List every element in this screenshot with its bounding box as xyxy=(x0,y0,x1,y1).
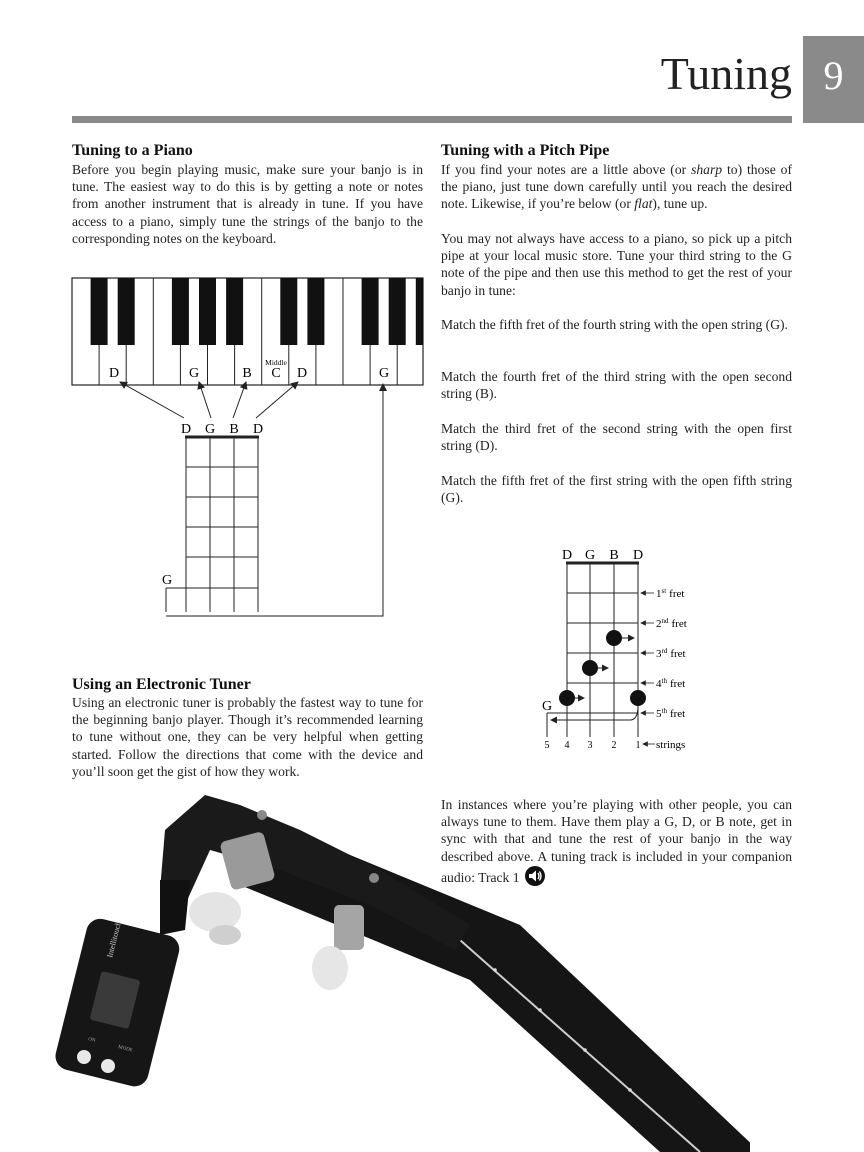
heading-pitch-pipe: Tuning with a Pitch Pipe xyxy=(441,142,610,159)
black-key xyxy=(226,278,243,345)
para-electronic-tuner: Using an electronic tuner is probably the fastest way to tune for the beginning banjo player. Though it’s recommended learning to tune without one, they can be very helpful when getting started. Follow the directions that come with the device and you’ll soon get the gist of how they work. xyxy=(72,695,423,779)
fret-labels xyxy=(641,587,687,720)
para-pitch-pipe-1-c: ), tune up. xyxy=(652,196,708,212)
string-number-2: 2 xyxy=(611,740,617,751)
key-label-d-low: D xyxy=(108,366,120,381)
para-pitch-pipe-1 xyxy=(441,161,792,213)
finger-dot-string-3-fret-4 xyxy=(582,660,598,676)
key-label-g: G xyxy=(188,366,200,381)
heading-tuning-to-piano: Tuning to a Piano xyxy=(72,142,193,159)
black-key xyxy=(389,278,406,345)
fret-string-label-d: D xyxy=(561,548,573,563)
key-label-g-high: G xyxy=(378,366,390,381)
fret-string-label-b: B xyxy=(609,548,619,563)
string-number-3: 3 xyxy=(587,740,593,751)
black-key xyxy=(172,278,189,345)
banjo-tuner-photo xyxy=(50,780,750,1152)
para-pitch-pipe-1-b: to) those of the piano, just tune down carefully until you reach the desired note. Likewise, if you’re below (or xyxy=(441,162,792,212)
strings-label: strings xyxy=(656,739,686,751)
tuning-step-3: Match the third fret of the second string with the open first string (D). xyxy=(441,421,792,454)
page-number-tab: 9 xyxy=(803,36,864,123)
key-label-b: B xyxy=(242,366,252,381)
fret-label-3: 3rd fret xyxy=(656,647,686,660)
fret-string-label-d2: D xyxy=(632,548,644,563)
para-pitch-pipe-1-a: If you find your notes are a little above (or xyxy=(441,162,692,177)
string-numbers xyxy=(545,740,641,751)
keyboard-banjo-diagram xyxy=(60,270,440,630)
black-key xyxy=(362,278,379,345)
tuner-button-label-on: ON xyxy=(87,1037,96,1044)
banjo-string-label-g: G xyxy=(204,422,216,437)
banjo-fifth-string-label: G xyxy=(161,573,173,588)
banjo-string-label-b: B xyxy=(229,422,239,437)
black-key xyxy=(416,278,423,345)
fret-label-2: 2nd fret xyxy=(656,617,687,630)
banjo-neck-grid xyxy=(166,437,259,612)
tuning-step-2: Match the fourth fret of the third string with the open second string (B). xyxy=(441,369,792,402)
fret-grid xyxy=(547,563,639,737)
word-sharp: sharp xyxy=(691,162,723,177)
fret-label-5: 5th fret xyxy=(656,707,686,720)
black-key xyxy=(199,278,216,345)
tuner-brand-label: Intellitouch xyxy=(105,920,123,959)
banjo-string-label-d2: D xyxy=(252,422,264,437)
key-label-d-high: D xyxy=(296,366,308,381)
para-tuning-to-piano: Before you begin playing music, make sure your banjo is in tune. The easiest way to do this is by getting a note or notes from another instrument that is already in tune. If you have access to a piano, simply tune the strings of the banjo to the corresponding notes on the keyboard. xyxy=(72,162,423,246)
clip-on-tuner xyxy=(53,880,190,1089)
tuner-button-label-mode: MODE xyxy=(117,1045,134,1054)
key-label-middle: Middle xyxy=(265,358,287,367)
banjo-string-label-d: D xyxy=(180,422,192,437)
string-number-1: 1 xyxy=(635,740,641,751)
key-label-middle-c: C xyxy=(271,366,281,381)
tuning-step-4: Match the fifth fret of the first string with the open fifth string (G). xyxy=(441,473,792,506)
fret-string-label-g: G xyxy=(584,548,596,563)
string-number-5: 5 xyxy=(544,740,550,751)
para-pitch-pipe-2: You may not always have access to a piano, so pick up a pitch pipe at your local music store. Tune your third string to the G note of the pipe and then use this method to get the rest of your banjo in tune: xyxy=(441,231,792,298)
black-key xyxy=(280,278,297,345)
finger-dot-string-2-fret-3 xyxy=(606,630,622,646)
finger-dot-string-4-fret-5 xyxy=(559,690,575,706)
fret-fifth-string-label: G xyxy=(541,699,553,714)
fret-label-4: 4th fret xyxy=(656,677,686,690)
black-key xyxy=(91,278,108,345)
black-key xyxy=(118,278,135,345)
string-to-key-arrows xyxy=(120,382,383,616)
tuning-step-1: Match the fifth fret of the fourth string with the open string (G). xyxy=(441,317,788,332)
heading-electronic-tuner: Using an Electronic Tuner xyxy=(72,676,251,693)
fret-label-1: 1st fret xyxy=(656,587,685,600)
black-key xyxy=(307,278,324,345)
fret-diagram xyxy=(530,540,730,760)
header-rule xyxy=(72,116,792,123)
chapter-title: Tuning xyxy=(660,48,792,99)
string-number-4: 4 xyxy=(564,740,570,751)
fret-arrows xyxy=(551,638,638,720)
finger-dot-string-1-fret-5 xyxy=(630,690,646,706)
word-flat: flat xyxy=(634,196,653,212)
para-tune-to-others-text: In instances where you’re playing with other people, you can always tune to them. Have them play a G, D, or B note, get in sync with that and tune the rest of your banjo in the way described above. A tuning track is included in your companion audio: Track 1 xyxy=(441,797,792,885)
